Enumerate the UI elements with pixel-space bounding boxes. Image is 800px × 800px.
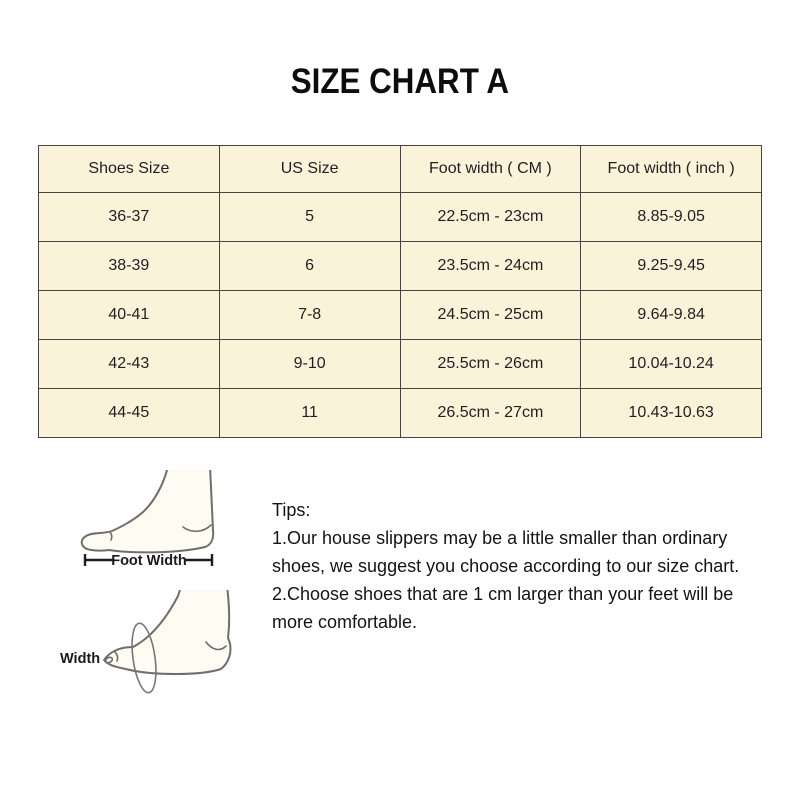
table-row [39, 389, 762, 438]
tip-item-1: 1.Our house slippers may be a little smaller than ordinary shoes, we suggest you choose according to our size chart. [272, 528, 740, 576]
table-cell: 10.04-10.24 [581, 340, 762, 389]
foot-girth-outline [104, 590, 230, 674]
table-cell: 11 [219, 389, 400, 438]
table-row [39, 242, 762, 291]
page-title-text: SIZE CHART A [290, 60, 510, 101]
foot-side-outline [82, 470, 213, 552]
table-cell: 6 [219, 242, 400, 291]
tips-heading: Tips: [272, 500, 311, 520]
tips-block [272, 496, 777, 636]
size-table-body [39, 193, 762, 438]
page-title [0, 62, 800, 100]
width-label: Width [60, 651, 101, 667]
table-cell: 7-8 [219, 291, 400, 340]
table-cell: 22.5cm - 23cm [400, 193, 581, 242]
foot-girth-illustration [40, 590, 260, 725]
foot-side-view-illustration [40, 470, 260, 595]
table-row [39, 340, 762, 389]
header-cell: Shoes Size [39, 146, 220, 193]
table-cell: 38-39 [39, 242, 220, 291]
table-cell: 10.43-10.63 [581, 389, 762, 438]
table-row [39, 193, 762, 242]
table-cell: 9.64-9.84 [581, 291, 762, 340]
table-cell: 40-41 [39, 291, 220, 340]
size-table-header-row [39, 146, 762, 193]
table-cell: 36-37 [39, 193, 220, 242]
table-cell: 25.5cm - 26cm [400, 340, 581, 389]
table-cell: 9-10 [219, 340, 400, 389]
table-cell: 5 [219, 193, 400, 242]
foot-width-label: Foot Width [111, 553, 187, 569]
table-cell: 42-43 [39, 340, 220, 389]
table-cell: 44-45 [39, 389, 220, 438]
size-table [38, 145, 762, 438]
table-cell: 8.85-9.05 [581, 193, 762, 242]
foot-width-dimension-line [85, 553, 212, 569]
table-cell: 26.5cm - 27cm [400, 389, 581, 438]
header-cell: US Size [219, 146, 400, 193]
table-cell: 23.5cm - 24cm [400, 242, 581, 291]
table-cell: 24.5cm - 25cm [400, 291, 581, 340]
size-table-head [39, 146, 762, 193]
header-cell: Foot width ( CM ) [400, 146, 581, 193]
tip-item-2: 2.Choose shoes that are 1 cm larger than your feet will be more comfortable. [272, 584, 734, 632]
table-cell: 9.25-9.45 [581, 242, 762, 291]
table-row [39, 291, 762, 340]
header-cell: Foot width ( inch ) [581, 146, 762, 193]
